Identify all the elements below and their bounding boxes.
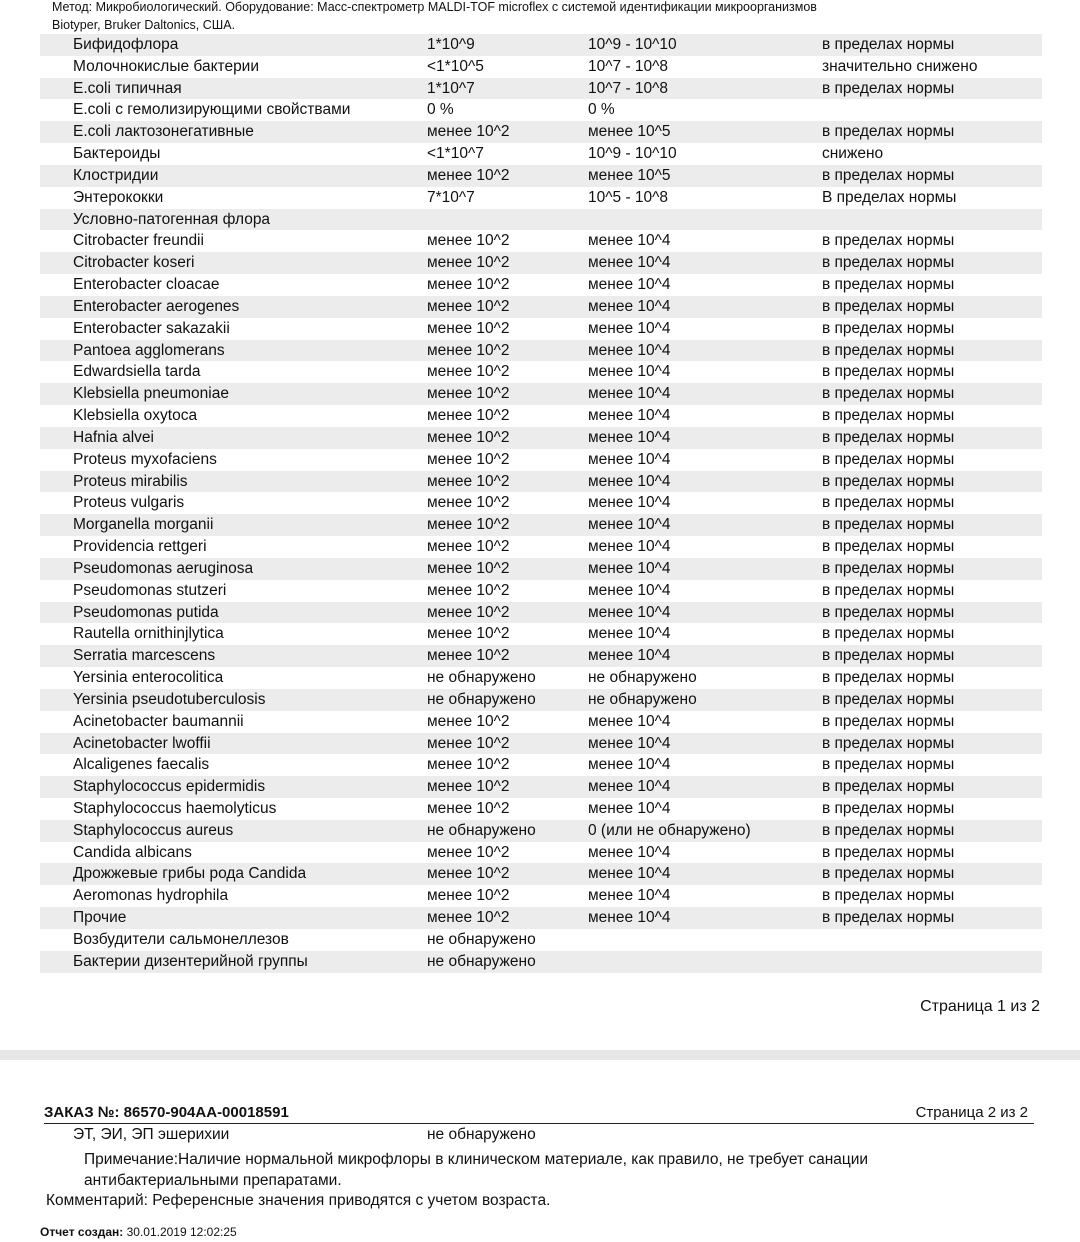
table-row (40, 711, 1042, 733)
cell-reference: менее 10^4 (588, 494, 671, 512)
table-row (40, 471, 1042, 493)
table-row (40, 187, 1042, 209)
cell-organism: Alcaligenes faecalis (73, 756, 210, 774)
cell-reference: менее 10^4 (588, 647, 671, 665)
cell-conclusion: значительно снижено (822, 57, 978, 75)
cell-result: не обнаружено (427, 952, 536, 970)
table-row (40, 558, 1042, 580)
page-number-1: Страница 1 из 2 (920, 998, 1040, 1015)
cell-organism: Клостридии (73, 166, 159, 184)
cell-conclusion: в пределах нормы (822, 756, 955, 774)
cell-organism: Hafnia alvei (73, 428, 154, 446)
table-row (40, 318, 1042, 340)
cell-result: менее 10^2 (427, 254, 510, 272)
cell-conclusion: в пределах нормы (822, 276, 955, 294)
cell-result: менее 10^2 (427, 232, 510, 250)
cell-organism: E.coli типичная (73, 79, 182, 97)
table-row (40, 383, 1042, 405)
cell-reference: менее 10^4 (588, 625, 671, 643)
cell-organism: Proteus vulgaris (73, 494, 185, 512)
cell-organism: Enterobacter aerogenes (73, 297, 240, 315)
cell-reference: менее 10^4 (588, 756, 671, 774)
cell-result: 1*10^9 (427, 36, 475, 53)
cell-reference: менее 10^4 (588, 799, 671, 817)
cell-reference: менее 10^4 (588, 603, 671, 621)
cell-organism: Acinetobacter baumannii (73, 712, 244, 730)
cell-reference: менее 10^4 (588, 254, 671, 272)
cell-conclusion: в пределах нормы (822, 516, 955, 534)
cell-organism: E.coli лактозонегативные (73, 123, 254, 141)
cell-conclusion: в пределах нормы (822, 232, 955, 250)
cell-conclusion: в пределах нормы (822, 472, 955, 490)
cell-conclusion: в пределах нормы (822, 166, 955, 184)
cell-organism: Enterobacter sakazakii (73, 319, 230, 337)
cell-organism: Enterobacter cloacae (73, 276, 220, 294)
cell-result: менее 10^2 (427, 341, 510, 359)
cell-conclusion: в пределах нормы (822, 712, 955, 730)
cell-reference: менее 10^4 (588, 363, 671, 381)
cell-reference: менее 10^4 (588, 734, 671, 752)
table-row (40, 252, 1042, 274)
cell-result: не обнаружено (427, 690, 536, 708)
cell-organism: Edwardsiella tarda (73, 363, 201, 381)
cell-reference: менее 10^4 (588, 428, 671, 446)
cell-result: менее 10^2 (427, 887, 510, 905)
cell-result: менее 10^2 (427, 778, 510, 796)
method-line-2: Biotyper, Bruker Daltonics, США. (52, 18, 236, 32)
cell-reference: менее 10^4 (588, 538, 671, 556)
cell-result: менее 10^2 (427, 319, 510, 337)
cell-conclusion: в пределах нормы (822, 821, 955, 839)
cell-organism: Citrobacter koseri (73, 254, 195, 272)
page-separator (0, 1050, 1080, 1060)
cell-result: менее 10^2 (427, 909, 510, 927)
cell-result: 7*10^7 (427, 188, 475, 206)
table-row (40, 754, 1042, 776)
cell-conclusion: в пределах нормы (822, 843, 955, 861)
cell-organism: Proteus myxofaciens (73, 450, 217, 468)
cell-organism: Aeromonas hydrophila (73, 887, 229, 905)
cell-result: менее 10^2 (427, 123, 510, 141)
cell-result: менее 10^2 (427, 450, 510, 468)
et-row-result: не обнаружено (427, 1126, 536, 1143)
table-row (40, 449, 1042, 471)
cell-reference: не обнаружено (588, 690, 697, 708)
note-text: Примечание:Наличие нормальной микрофлоры в клиническом материале, как правило, не требует санации антибактериальными препаратами. (84, 1151, 869, 1189)
cell-result: менее 10^2 (427, 494, 510, 512)
cell-result: менее 10^2 (427, 625, 510, 643)
cell-reference: менее 10^4 (588, 778, 671, 796)
cell-reference: 10^9 - 10^10 (588, 36, 677, 53)
cell-organism: Pseudomonas stutzeri (73, 581, 227, 599)
cell-result: менее 10^2 (427, 843, 510, 861)
cell-result: менее 10^2 (427, 559, 510, 577)
table-row (40, 733, 1042, 755)
cell-reference: менее 10^4 (588, 865, 671, 883)
cell-organism: Yersinia enterocolitica (73, 669, 224, 687)
cell-reference: 0 % (588, 101, 615, 119)
cell-result: менее 10^2 (427, 363, 510, 381)
table-row (40, 820, 1042, 842)
cell-reference: 0 (или не обнаружено) (588, 821, 751, 839)
table-row (40, 230, 1042, 252)
cell-conclusion: в пределах нормы (822, 538, 955, 556)
cell-reference: менее 10^4 (588, 319, 671, 337)
cell-reference: менее 10^5 (588, 123, 671, 141)
cell-organism: Бифидофлора (73, 36, 179, 53)
cell-conclusion: в пределах нормы (822, 36, 955, 53)
cell-organism: Энтерококки (73, 188, 164, 206)
cell-reference: менее 10^4 (588, 843, 671, 861)
cell-result: менее 10^2 (427, 297, 510, 315)
cell-conclusion: в пределах нормы (822, 625, 955, 643)
table-row (40, 929, 1042, 951)
table-row (40, 798, 1042, 820)
table-row (40, 623, 1042, 645)
cell-reference: 10^7 - 10^8 (588, 57, 669, 75)
method-line-1: Метод: Микробиологический. Оборудование: Масс-спектрометр MALDI-TOF microflex с системой идентификации микроорганизмов (52, 0, 817, 14)
cell-conclusion: в пределах нормы (822, 363, 955, 381)
order-number: ЗАКАЗ №: 86570-904АА-00018591 (44, 1104, 289, 1121)
cell-conclusion: в пределах нормы (822, 734, 955, 752)
results-table (40, 34, 1042, 973)
table-row (40, 143, 1042, 165)
cell-conclusion: в пределах нормы (822, 559, 955, 577)
cell-conclusion: в пределах нормы (822, 494, 955, 512)
cell-result: менее 10^2 (427, 428, 510, 446)
cell-reference: не обнаружено (588, 669, 697, 687)
table-row (40, 667, 1042, 689)
table-row (40, 340, 1042, 362)
cell-reference: менее 10^4 (588, 559, 671, 577)
cell-reference: менее 10^4 (588, 909, 671, 927)
cell-conclusion: в пределах нормы (822, 319, 955, 337)
cell-conclusion: В пределах нормы (822, 188, 957, 206)
table-row (40, 842, 1042, 864)
cell-result: менее 10^2 (427, 581, 510, 599)
cell-organism: Rautella ornithinjlytica (73, 625, 224, 643)
table-row (40, 56, 1042, 78)
et-row-name: ЭТ, ЭИ, ЭП эшерихии (73, 1126, 230, 1143)
table-row (40, 907, 1042, 929)
table-row (40, 602, 1042, 624)
cell-conclusion: в пределах нормы (822, 407, 955, 425)
cell-result: менее 10^2 (427, 166, 510, 184)
cell-reference: менее 10^4 (588, 887, 671, 905)
cell-conclusion: в пределах нормы (822, 254, 955, 272)
cell-reference: менее 10^4 (588, 297, 671, 315)
cell-reference: 10^9 - 10^10 (588, 145, 677, 163)
cell-result: не обнаружено (427, 669, 536, 687)
cell-conclusion: в пределах нормы (822, 603, 955, 621)
cell-reference: 10^5 - 10^8 (588, 188, 669, 206)
cell-organism: Klebsiella pneumoniae (73, 385, 229, 403)
cell-conclusion: в пределах нормы (822, 341, 955, 359)
table-row (40, 274, 1042, 296)
cell-result: менее 10^2 (427, 538, 510, 556)
cell-organism: Pseudomonas aeruginosa (73, 559, 254, 577)
cell-conclusion: в пределах нормы (822, 669, 955, 687)
table-row (40, 165, 1042, 187)
order-header (44, 1104, 1034, 1124)
table-row (40, 427, 1042, 449)
table-row (40, 776, 1042, 798)
cell-organism: Возбудители сальмонеллезов (73, 930, 289, 948)
cell-result: менее 10^2 (427, 516, 510, 534)
table-row (40, 121, 1042, 143)
cell-organism: Staphylococcus epidermidis (73, 778, 266, 796)
cell-conclusion: в пределах нормы (822, 887, 955, 905)
cell-result: менее 10^2 (427, 276, 510, 294)
cell-reference: менее 10^4 (588, 472, 671, 490)
cell-conclusion: в пределах нормы (822, 79, 955, 97)
comment-text: Комментарий: Референсные значения приводятся с учетом возраста. (46, 1192, 551, 1209)
cell-organism: Citrobacter freundii (73, 232, 204, 250)
cell-reference: менее 10^4 (588, 385, 671, 403)
cell-result: 1*10^7 (427, 79, 475, 97)
cell-result: менее 10^2 (427, 712, 510, 730)
et-row (0, 1126, 1080, 1146)
cell-reference: менее 10^4 (588, 276, 671, 294)
cell-organism: Morganella morganii (73, 516, 214, 534)
table-row (40, 514, 1042, 536)
cell-reference: менее 10^5 (588, 166, 671, 184)
cell-organism: Pseudomonas putida (73, 603, 219, 621)
cell-organism: Acinetobacter lwoffii (73, 734, 211, 752)
cell-result: менее 10^2 (427, 756, 510, 774)
cell-conclusion: в пределах нормы (822, 865, 955, 883)
table-row (40, 536, 1042, 558)
table-row (40, 34, 1042, 56)
cell-organism: Serratia marcescens (73, 647, 216, 665)
report-created-value: 30.01.2019 12:02:25 (126, 1225, 237, 1239)
cell-result: менее 10^2 (427, 865, 510, 883)
cell-reference: 10^7 - 10^8 (588, 79, 669, 97)
cell-conclusion: снижено (822, 145, 884, 163)
report-created-label: Отчет создан: (40, 1225, 124, 1239)
table-row (40, 405, 1042, 427)
cell-result: менее 10^2 (427, 472, 510, 490)
cell-reference: менее 10^4 (588, 712, 671, 730)
cell-reference: менее 10^4 (588, 450, 671, 468)
cell-conclusion: в пределах нормы (822, 647, 955, 665)
cell-reference: менее 10^4 (588, 232, 671, 250)
cell-conclusion: в пределах нормы (822, 123, 955, 141)
table-row (40, 645, 1042, 667)
report-created (40, 1225, 237, 1239)
cell-organism: Дрожжевые грибы рода Candida (73, 865, 307, 883)
cell-reference: менее 10^4 (588, 341, 671, 359)
cell-result: не обнаружено (427, 821, 536, 839)
cell-conclusion: в пределах нормы (822, 778, 955, 796)
table-row (40, 492, 1042, 514)
cell-organism: Бактерии дизентерийной группы (73, 952, 308, 970)
cell-reference: менее 10^4 (588, 516, 671, 534)
cell-conclusion: в пределах нормы (822, 581, 955, 599)
cell-organism: Pantoea agglomerans (73, 341, 225, 359)
table-row (40, 951, 1042, 973)
cell-result: 0 % (427, 101, 454, 119)
table-row (40, 580, 1042, 602)
cell-result: менее 10^2 (427, 385, 510, 403)
table-row (40, 99, 1042, 121)
cell-conclusion: в пределах нормы (822, 909, 955, 927)
cell-conclusion: в пределах нормы (822, 690, 955, 708)
table-row (40, 361, 1042, 383)
cell-organism: Прочие (73, 909, 127, 927)
cell-organism: Условно-патогенная флора (73, 210, 271, 228)
cell-reference: менее 10^4 (588, 407, 671, 425)
cell-conclusion: в пределах нормы (822, 385, 955, 403)
cell-conclusion: в пределах нормы (822, 428, 955, 446)
cell-result: менее 10^2 (427, 603, 510, 621)
cell-organism: E.coli с гемолизирующими свойствами (73, 101, 351, 119)
cell-result: менее 10^2 (427, 799, 510, 817)
cell-result: менее 10^2 (427, 407, 510, 425)
cell-organism: Staphylococcus haemolyticus (73, 799, 277, 817)
cell-reference: менее 10^4 (588, 581, 671, 599)
table-row (40, 863, 1042, 885)
cell-organism: Yersinia pseudotuberculosis (73, 690, 266, 708)
cell-organism: Candida albicans (73, 843, 192, 861)
cell-organism: Providencia rettgeri (73, 538, 207, 556)
table-row (40, 78, 1042, 100)
cell-conclusion: в пределах нормы (822, 450, 955, 468)
cell-organism: Бактероиды (73, 145, 161, 163)
cell-result: <1*10^5 (427, 57, 484, 75)
cell-conclusion: в пределах нормы (822, 799, 955, 817)
table-row (40, 885, 1042, 907)
cell-conclusion: в пределах нормы (822, 297, 955, 315)
page-number-2: Страница 2 из 2 (915, 1104, 1028, 1121)
table-row (40, 689, 1042, 711)
table-row (40, 296, 1042, 318)
cell-organism: Klebsiella oxytoca (73, 407, 198, 425)
cell-organism: Proteus mirabilis (73, 472, 188, 490)
table-row (40, 209, 1042, 231)
cell-organism: Молочнокислые бактерии (73, 57, 259, 75)
cell-result: менее 10^2 (427, 734, 510, 752)
cell-result: менее 10^2 (427, 647, 510, 665)
cell-result: <1*10^7 (427, 145, 484, 163)
cell-result: не обнаружено (427, 930, 536, 948)
cell-organism: Staphylococcus aureus (73, 821, 234, 839)
